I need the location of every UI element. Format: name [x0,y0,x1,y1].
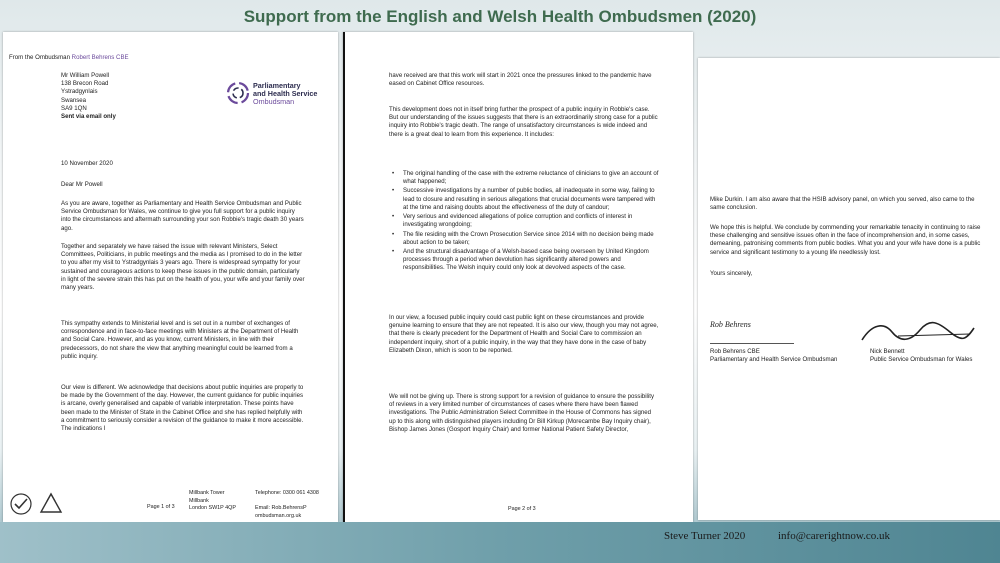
page-number: Page 1 of 3 [147,504,175,510]
letter-page-2 [343,32,693,522]
paragraph: This development does not in itself bring further the prospect of a public inquiry in Robbie's case. But our understanding of the issues suggests that there is an extraordinarily strong case for a public inquiry into Robbie's tragic death. The range of unsatisfactory circumstances is wide indeed and there is a great deal to learn from this experience. It includes: [389,106,658,138]
contact-details: Telephone: 0300 061 4308 Email: Rob.BehrensP ombudsman.org.uk [255,490,319,519]
paragraph: As you are aware, together as Parliamentary and Health Service Ombudsman and Public Service Ombudsman for Wales, we continue to give you full support for a public inquiry into the circumstances and aftermath surrounding your son Robbie's tragic death 30 years ago. [61,200,304,232]
list-item: • The original handling of the case with the extreme reluctance of clinicians to give an account of what happened; [389,170,659,186]
paragraph: Together and separately we have raised the issue with relevant Ministers, Select Committees, Politicians, in public meetings and the media as I promised to do in the letter to you after my visit to Ystradgynlais 3 years ago. There is widespread sympathy for your sustained and courageous actions to keep these issues in the public domain, particularly in light of the severe strain this has put on the health of you, your wife and your family over many years. [61,243,305,292]
salutation: Dear Mr Powell [61,181,103,188]
list-item: • The file residing with the Crown Prosecution Service since 2014 with no decision being made about action to be taken; [389,231,659,247]
letter-date: 10 November 2020 [61,160,113,167]
footer-email[interactable]: info@carerightnow.co.uk [778,530,891,542]
paragraph: We will not be giving up. There is strong support for a revision of guidance to ensure the possibility of reviews in a very limited number of circumstances of cases where there have been flawed investigations. The Public Administration Select Committee in the House of Commons has signed up to this along with distinguished players including Dr Bill Kirkup (Morecambe Bay Inquiry chair), Bishop James Jones (Gosport Inquiry Chair) and former National Patient Safety Director, [389,393,654,433]
phso-logo: Parliamentary and Health Service Ombudsman [225,80,325,114]
signature-line [710,343,794,344]
letter-page-1 [3,32,338,522]
recycle-icon [41,494,61,512]
letter-page-3 [698,58,1000,520]
quality-mark-icon [11,494,31,514]
page-number: Page 2 of 3 [508,506,536,512]
paragraph: This sympathy extends to Ministerial level and is set out in a number of exchanges of correspondence and in face-to-face meetings with Ministers at the Department of Health and Social Care. However, and as you know, current Ministers, in line with their predecessors, do not share the view that anything meaningful could be learned from a public inquiry. [61,320,299,360]
ombudsman-name: Robert Behrens CBE [71,54,129,61]
accreditation-logos [9,490,71,520]
paragraph: Our view is different. We acknowledge that decisions about public inquiries are properly to be made by the Government of the day. However, the current guidance for public inquiries is arcane, overly generalised and capable of variable interpretation. These points have been made to the Minister of State in the Cabinet Office and she has replied helpfully with a commitment to seriously consider a revision of the guidance to make it more accessible. The indications I [61,384,304,433]
signer-block-2: Nick Bennett Public Service Ombudsman for Wales [870,348,973,364]
office-address: Millbank Tower Millbank London SW1P 4QP [189,490,236,512]
paragraph: We hope this is helpful. We conclude by commending your remarkable tenacity in continuing to raise these challenging and sensitive issues often in the face of incomprehension and, in some cases, demeaning, patronising comments from public bodies. What you and your wife have done is a public service and significant testimony to a young life needlessly lost. [710,224,981,256]
phso-logo-icon [225,80,251,106]
from-line: From the Ombudsman Robert Behrens CBE [9,54,129,61]
paragraph: In our view, a focused public inquiry could cast public light on these circumstances and provide genuine learning to ensure that they are not repeated. It is also our view, though you may not agree, that there is clearly precedent for the Department of Health and Social Care to commission an independent inquiry, short of a public inquiry, in the way that they have done in the case of baby Elizabeth Dixon, which is soon to be reported. [389,314,659,354]
signature-nick-bennett [858,318,978,348]
list-item: • Successive investigations by a number of public bodies, all inadequate in some way, failing to lead to closure and resulting in serious allegations that crucial documents were tampered with at the time and raising doubts about the effectiveness of the duty of candour; [389,187,659,212]
recipient-address: Mr William Powell 138 Brecon Road Ystradgynlais Swansea SA9 1QN Sent via email only [61,72,116,121]
slide-title: Support from the English and Welsh Health Ombudsmen (2020) [243,7,757,26]
paragraph: have received are that this work will start in 2021 once the pressures linked to the pandemic have eased on Cabinet Office resources. [389,72,652,88]
list-item: • Very serious and evidenced allegations of police corruption and conflicts of interest in investigating wrongdoing; [389,213,659,229]
sent-via: Sent via email only [61,113,116,121]
closing: Yours sincerely, [710,270,753,277]
signer-block-1: Rob Behrens CBE Parliamentary and Health Service Ombudsman [710,348,838,364]
paragraph: Mike Durkin. I am also aware that the HSIB advisory panel, on which you served, also came to the same conclusion. [710,196,975,212]
signature-rob-behrens: Rob Behrens [710,320,751,329]
list-item: • And the structural disadvantage of a Welsh-based case being overseen by United Kingdom processes through a period when devolution has significantly altered powers and responsibilities. The Welsh inquiry could only look at devolved aspects of the case. [389,248,659,273]
issues-list [389,170,659,274]
footer-author: Steve Turner 2020 [664,530,746,542]
footer-band [0,522,1000,563]
